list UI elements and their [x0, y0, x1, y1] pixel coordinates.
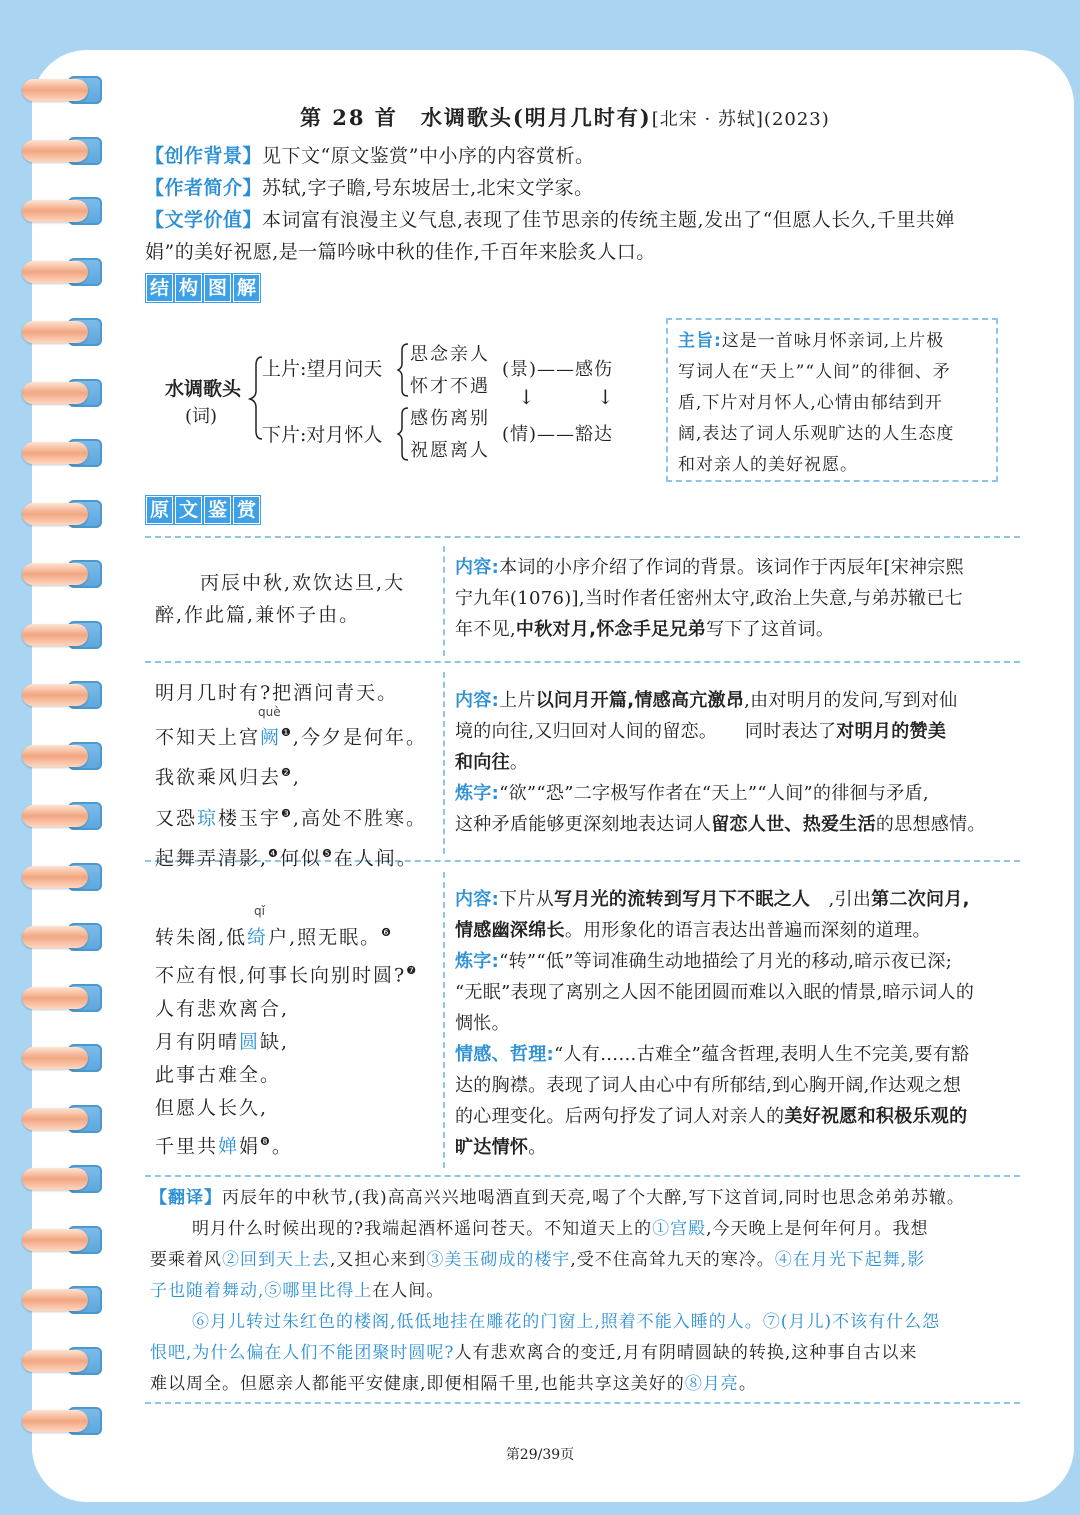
- page-number: 第29/39页: [505, 1447, 575, 1463]
- binding-ring: [22, 1161, 110, 1197]
- binding-ring: [22, 859, 110, 895]
- pinyin-qi: qǐ: [254, 904, 265, 918]
- divider: [145, 661, 1020, 663]
- binding-ring: [22, 375, 110, 411]
- binding-ring: [22, 798, 110, 834]
- diagram-arrow-left: ↓: [518, 385, 535, 409]
- binding-ring: [22, 496, 110, 532]
- binding-ring: [22, 677, 110, 713]
- pinyin-que: què: [258, 705, 281, 719]
- poem-upper: 明月几时有?把酒问青天。 不知天上宫阙$^❶$,今夕是何年。 我欲乘风归去$^❷$, 又恐琼楼玉宇$^❸$,高处不胜寒。 起舞弄清影,$^❹$何似$^❺$在人间。: [155, 682, 427, 870]
- binding-ring: [22, 1282, 110, 1318]
- binding-ring: [22, 919, 110, 955]
- binding-ring: [22, 314, 110, 350]
- preface-line-1: 丙辰中秋,欢饮达旦,大: [200, 572, 406, 594]
- page-title: 第 28 首 水调歌头(明月几时有)[北宋 · 苏轼](2023): [300, 105, 830, 130]
- binding-ring: [22, 556, 110, 592]
- binding-ring: [22, 1403, 110, 1439]
- binding-ring: [22, 1343, 110, 1379]
- row2-analysis: 内容:上片以问月开篇,情感高亢激昂,由对明月的发问,写到对仙 境的向往,又归回对人间的留恋。 同时表达了对明月的赞美 和向往。 炼字:“欲”“恐”二字极写作者在“天上”“人间”的徘徊与矛盾, 这种矛盾能够更深刻地表达词人留恋人世、热爱生活的思想感情。: [455, 690, 986, 835]
- divider: [145, 1402, 1020, 1404]
- section-original: 原 文 鉴 赏: [146, 496, 262, 524]
- divider: [443, 672, 445, 854]
- diagram-emotion: (情)——豁达: [502, 424, 614, 445]
- divider: [145, 536, 1020, 538]
- binding-ring: [22, 1101, 110, 1137]
- row1-analysis: 内容:本词的小序介绍了作词的背景。该词作于丙辰年[宋神宗熙 宁九年(1076)],当时作者任密州太守,政治上失意,与弟苏辙已七 年不见,中秋对月,怀念手足兄弟写下了这首词。: [455, 557, 964, 640]
- diagram-root: 水调歌头: [165, 378, 242, 400]
- binding-ring: [22, 738, 110, 774]
- binding-ring: [22, 133, 110, 169]
- section-structure: 结 构 图 解: [146, 274, 262, 302]
- divider: [443, 546, 445, 656]
- binding-ring: [22, 435, 110, 471]
- diagram-arrow-right: ↓: [597, 385, 614, 409]
- value-line: 【文学价值】本词富有浪漫主义气息,表现了佳节思亲的传统主题,发出了“但愿人长久,千里共婵: [145, 209, 955, 231]
- diagram-up1: 思念亲人: [410, 344, 490, 365]
- binding-ring: [22, 617, 110, 653]
- preface-line-2: 醉,作此篇,兼怀子由。: [155, 604, 361, 626]
- diagram-up2: 怀才不遇: [410, 376, 490, 397]
- divider: [443, 872, 445, 1168]
- title-dynasty: [北宋 · 苏轼](2023): [651, 109, 830, 130]
- diagram-upper: 上片:望月问天: [262, 358, 383, 380]
- binding-ring: [22, 254, 110, 290]
- diagram-down2: 祝愿离人: [410, 440, 490, 461]
- poem-lower: 转朱阁,低绮户,照无眠。$^❻$ 不应有恨,何事长向别时圆?$^❼$ 人有悲欢离合, 月有阴晴圆缺, 此事古难全。 但愿人长久, 千里共婵娟$^❽$。: [155, 926, 419, 1157]
- binding-ring: [22, 193, 110, 229]
- binding-ring: [22, 72, 110, 108]
- translation: 【翻译】丙辰年的中秋节,(我)高高兴兴地喝酒直到天亮,喝了个大醉,写下这首词,同时也思念弟弟苏辙。 明月什么时候出现的?我端起酒杯遥问苍天。不知道天上的①宫殿,今天晚上是何年何月。我想 要乘着风②回到天上去,又担心来到③美玉砌成的楼宇,受不住高耸九天的寒冷。④在月光下起舞,影 子也随着舞动,⑤哪里比得上在人间。 ⑥月儿转过朱红色的楼阁,低低地挂在雕花的门窗上,照着不能入睡的人。⑦(月儿)不该有什么怨 恨吧,为什么偏在人们不能团聚时圆呢?人有悲欢离合的变迁,月有阴晴圆缺的转换,这种事自古以来 难以周全。但愿亲人都能平安健康,即便相隔千里,也能共享这美好的⑧月亮。: [150, 1188, 965, 1394]
- binding-ring: [22, 980, 110, 1016]
- diagram-down1: 感伤离别: [410, 408, 490, 429]
- binding-ring: [22, 1040, 110, 1076]
- divider: [145, 1175, 1020, 1177]
- background-line: 【创作背景】见下文“原文鉴赏”中小序的内容赏析。: [145, 145, 595, 167]
- diagram-root-sub: (词): [185, 406, 218, 427]
- diagram-scene: (景)——感伤: [502, 359, 614, 380]
- author-line: 【作者简介】苏轼,字子瞻,号东坡居士,北宋文学家。: [145, 177, 594, 199]
- theme-box: 主旨:这是一首咏月怀亲词,上片极 写词人在“天上”“人间”的徘徊、矛 盾,下片对月怀人,心情由郁结到开 阔,表达了词人乐观旷达的人生态度 和对亲人的美好祝愿。: [666, 318, 998, 482]
- diagram-lower: 下片:对月怀人: [262, 424, 383, 446]
- binding-ring: [22, 1222, 110, 1258]
- row3-analysis: 内容:下片从写月光的流转到写月下不眠之人 ,引出第二次问月, 情感幽深绵长。用形象化的语言表达出普遍而深刻的道理。 炼字:“转”“低”等词准确生动地描绘了月光的移动,暗示夜已深; “无眠”表现了离别之人因不能团圆而难以入眠的情景,暗示词人的 惆怅。 情感、哲理:“人有……古难全”蕴含哲理,表明人生不完美,要有豁 达的胸襟。表现了词人由心中有所郁结,到心胸开阔,作达观之想 的心理变化。后两句抒发了词人对亲人的美好祝愿和积极乐观的 旷达情怀。: [455, 889, 975, 1158]
- value-line-2: 娟”的美好祝愿,是一篇吟咏中秋的佳作,千百年来脍炙人口。: [145, 241, 656, 263]
